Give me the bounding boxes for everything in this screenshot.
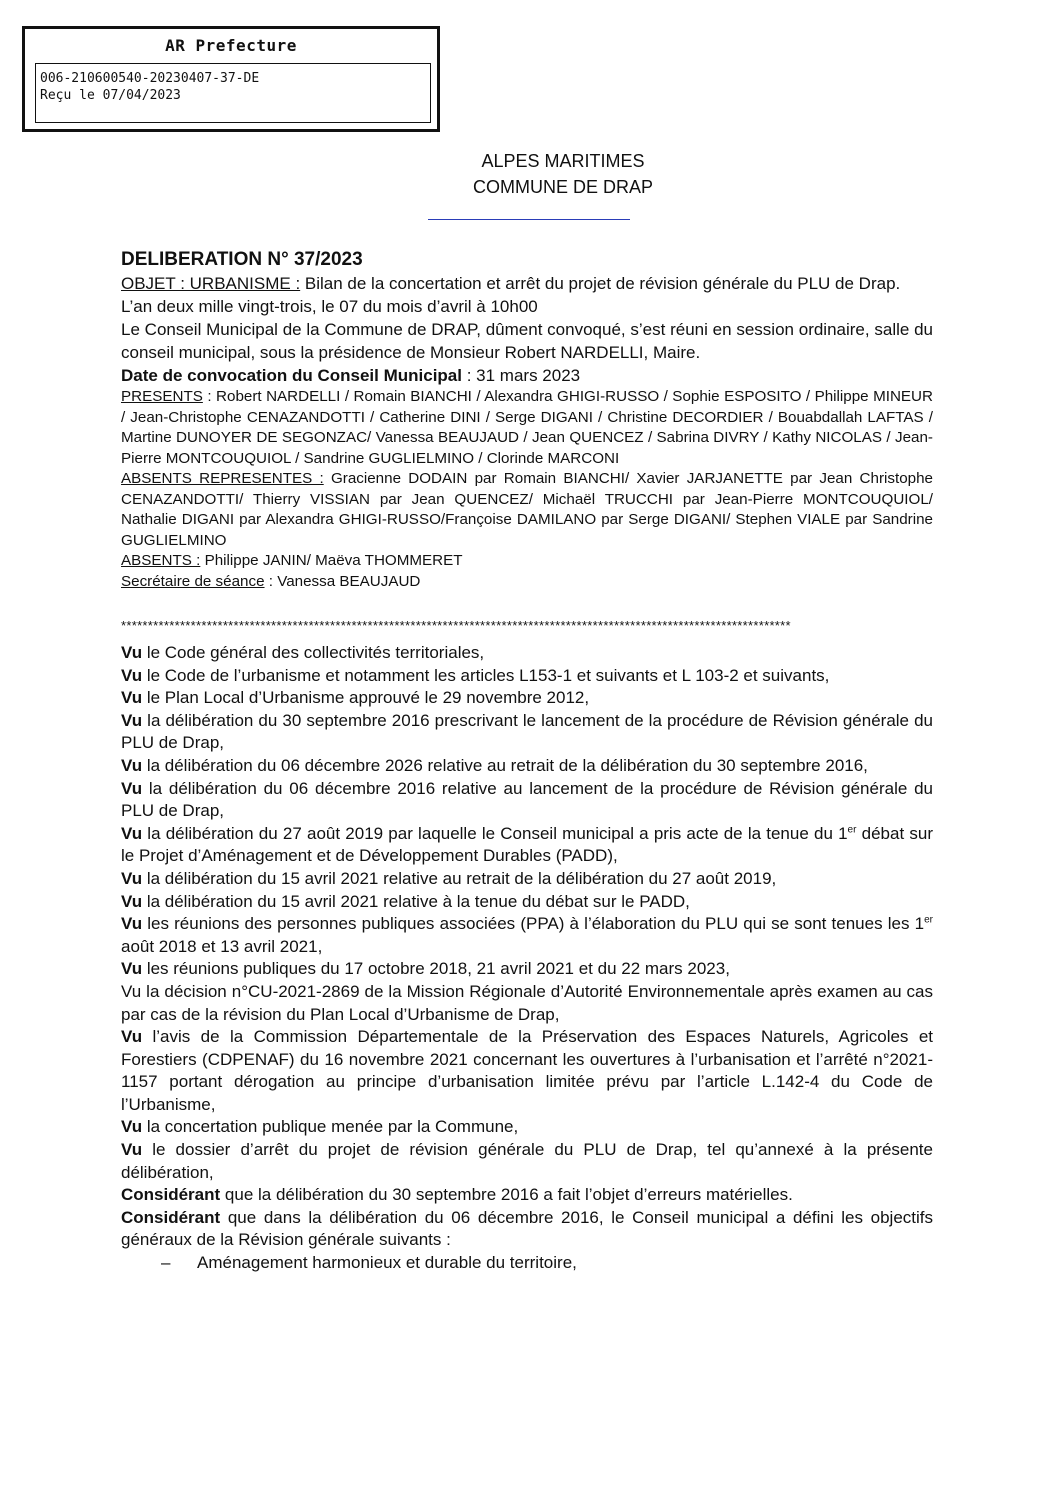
visa-item [121, 642, 933, 665]
visa-text: la délibération du 30 septembre 2016 prescrivant le lancement de la procédure de Révision générale du PLU de Drap, [121, 710, 933, 753]
separator-line: ***************************************************************************************************************************** [121, 618, 791, 633]
visa-item [121, 981, 933, 1026]
visa-text: la délibération du 27 août 2019 par laquelle le Conseil municipal a pris acte de la tenue du 1 [142, 823, 848, 843]
visa-text: la décision n°CU-2021-2869 de la Mission Régionale d’Autorité Environnementale après examen au cas par cas de la révision du Plan Local d’Urbanisme de Drap, [121, 981, 933, 1024]
visa-text: le dossier d’arrêt du projet de révision générale du PLU de Drap, tel qu’annexé à la présente délibération, [121, 1140, 933, 1182]
visa-text-continued: débat sur le Projet d’Aménagement et de Développement Durables (PADD), [121, 823, 933, 866]
stamp-reference: 006-210600540-20230407-37-DE [40, 71, 260, 86]
list-item [121, 1252, 933, 1275]
visa-item [121, 1026, 933, 1116]
visa-text: l’avis de la Commission Départementale de la Préservation des Espaces Naturels, Agricoles et Forestiers (CDPENAF) du 16 novembre 2021 concernant les ouvertures à l’urbanisation et l’arrêté n°2021-1157 portant dérogation au principe d’urbanisation limitée prévu par l’article L.142-4 du Code de l’Urbanisme, [121, 1027, 933, 1114]
document-header [0, 148, 1058, 200]
deliberation-title: DELIBERATION N° 37/2023 [121, 249, 363, 270]
visa-text: le Plan Local d’Urbanisme approuvé le 29 novembre 2012, [142, 688, 590, 708]
objet-text: Bilan de la concertation et arrêt du projet de révision générale du PLU de Drap. [300, 274, 901, 293]
absents-represented-list: Gracienne DODAIN par Romain BIANCHI/ Xavier JARJANETTE par Jean Christophe CENAZANDOTTI/ Thierry VISSIAN par Jean QUENCEZ/ Michaël TRUCCHI par Jean-Pierre MONTCOUQUIOL/ Nathalie DIGANI par Alexandra GHIGI-RUSSO/Françoise DAMILANO par Serge DIGANI/ Stephen VIALE par Sandrine GUGLIELMINO [121, 470, 933, 549]
list-dash: – [161, 1253, 171, 1273]
visa-item [121, 958, 933, 981]
visa-lead: Vu [121, 710, 143, 730]
visa-lead: Vu [121, 1140, 143, 1160]
visa-text: la délibération du 15 avril 2021 relative à la tenue du débat sur le PADD, [142, 891, 690, 911]
visa-text: le Code de l’urbanisme et notamment les articles L153-1 et suivants et L 103-2 et suivants, [142, 665, 830, 685]
ordinal-superscript: er [847, 824, 857, 836]
visa-item [121, 1139, 933, 1184]
considerant-lead: Considérant [121, 1207, 221, 1227]
visa-lead: Vu [121, 891, 143, 911]
visas-list [121, 642, 933, 1252]
visa-item [121, 778, 933, 823]
stamp-title: AR Prefecture [165, 36, 297, 55]
visa-lead: Vu [121, 778, 143, 798]
list-item-text: Aménagement harmonieux et durable du territoire, [197, 1253, 577, 1273]
visa-text: le Code général des collectivités territoriales, [142, 643, 485, 662]
visa-item [121, 913, 933, 958]
secretary-name: : Vanessa BEAUJAUD [264, 572, 421, 590]
absents-represented-paragraph [121, 469, 933, 551]
presents-label: PRESENTS [121, 388, 203, 405]
session-paragraph: Le Conseil Municipal de la Commune de DRAP, dûment convoqué, s’est réuni en session ordinaire, salle du conseil municipal, sous la présidence de Monsieur Robert NARDELLI, Maire. [121, 320, 933, 362]
convocation-line [121, 364, 933, 387]
visa-text: la délibération du 06 décembre 2026 relative au retrait de la délibération du 30 septembre 2016, [142, 755, 868, 775]
secretary-label: Secrétaire de séance [121, 572, 265, 590]
header-commune: COMMUNE DE DRAP [472, 177, 653, 197]
prefecture-stamp [22, 26, 440, 132]
considerant-item [121, 1207, 933, 1252]
presents-paragraph [121, 387, 933, 469]
visa-lead: Vu [121, 868, 143, 888]
visa-lead: Vu [121, 914, 143, 934]
considerant-lead: Considérant [121, 1185, 221, 1205]
document-body [121, 248, 933, 1275]
visa-lead: Vu [121, 755, 143, 775]
stamp-received-date: Reçu le 07/04/2023 [40, 88, 181, 103]
objet-label: OBJET : URBANISME : [121, 274, 301, 293]
stamp-details [35, 63, 431, 123]
absents-label: ABSENTS : [121, 552, 201, 569]
visa-lead: Vu [121, 665, 143, 685]
visa-text: les réunions des personnes publiques associées (PPA) à l’élaboration du PLU qui se sont tenues les 1 [142, 914, 925, 934]
header-department: ALPES MARITIMES [481, 151, 645, 171]
visa-item [121, 687, 933, 710]
meeting-date: L’an deux mille vingt-trois, le 07 du mois d’avril à 10h00 [121, 297, 538, 316]
visa-lead: Vu [121, 1027, 143, 1047]
visa-item [121, 1116, 933, 1139]
presents-list: : Robert NARDELLI / Romain BIANCHI / Alexandra GHIGI-RUSSO / Sophie ESPOSITO / Philippe MINEUR / Jean-Christophe CENAZANDOTTI / Catherine DINI / Serge DIGANI / Christine DECORDIER / Bouabdallah LAFTAS / Martine DUNOYER DE SEGONZAC/ Vanessa BEAUJAUD / Jean QUENCEZ / Sabrina DIVRY / Kathy NICOLAS / Jean-Pierre MONTCOUQUIOL / Sandrine GUGLIELMINO / Clorinde MARCONI [121, 388, 933, 467]
visa-text-continued: août 2018 et 13 avril 2021, [121, 936, 323, 956]
visa-item [121, 710, 933, 755]
convocation-label: Date de convocation du Conseil Municipal [121, 366, 462, 385]
visa-lead: Vu [121, 688, 143, 708]
objectives-list [121, 1252, 933, 1275]
visa-text: la concertation publique menée par la Commune, [142, 1117, 519, 1137]
absents-list: Philippe JANIN/ Maëva THOMMERET [200, 552, 463, 569]
objet-paragraph [121, 272, 933, 295]
visa-text: la délibération du 06 décembre 2016 relative au lancement de la procédure de Révision générale du PLU de Drap, [121, 778, 933, 821]
secretary-paragraph [121, 572, 933, 593]
header-divider [428, 219, 630, 220]
visa-item [121, 891, 933, 914]
absents-represented-label: ABSENTS REPRESENTES : [121, 470, 324, 487]
visa-text: les réunions publiques du 17 octobre 2018, 21 avril 2021 et du 22 mars 2023, [142, 959, 730, 979]
visa-lead: Vu [121, 959, 143, 979]
visa-lead: Vu [121, 981, 142, 1001]
ordinal-superscript: er [924, 914, 933, 926]
visa-lead: Vu [121, 1117, 143, 1137]
considerant-text: que la délibération du 30 septembre 2016 a fait l’objet d’erreurs matérielles. [220, 1185, 793, 1205]
visa-lead: Vu [121, 643, 143, 662]
visa-item [121, 823, 933, 868]
visa-item [121, 868, 933, 891]
considerant-text: que dans la délibération du 06 décembre 2016, le Conseil municipal a défini les objectifs généraux de la Révision générale suivants : [121, 1207, 933, 1250]
visa-lead: Vu [121, 823, 143, 843]
considerant-item [121, 1184, 933, 1207]
visa-item [121, 755, 933, 778]
visa-item [121, 665, 933, 688]
visa-text: la délibération du 15 avril 2021 relative au retrait de la délibération du 27 août 2019, [142, 868, 777, 888]
absents-paragraph [121, 551, 933, 572]
convocation-value: : 31 mars 2023 [462, 366, 581, 385]
